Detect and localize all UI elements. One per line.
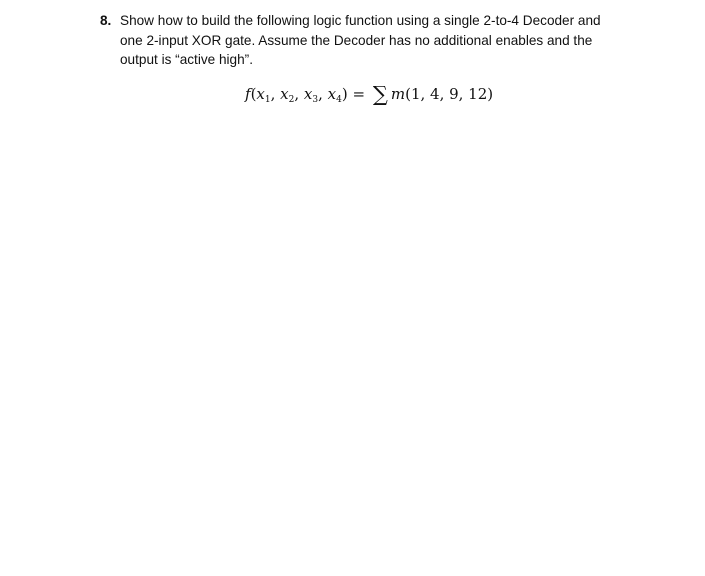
question-text: Show how to build the following logic function using a single 2-to-4 Decoder and one 2-input XOR gate. Assume the Decoder has no additional enables and the output is “active high”. — [120, 13, 601, 67]
subscript: 3 — [312, 95, 319, 105]
variable: x — [303, 85, 313, 103]
minterm-list: (1, 4, 9, 12) — [405, 85, 494, 103]
minterm-symbol: m — [390, 85, 406, 103]
sum-symbol: ∑ — [372, 82, 388, 106]
subscript: 1 — [264, 95, 271, 105]
subscript: 2 — [288, 95, 295, 105]
question-number: 8. — [100, 13, 112, 28]
variable: x — [327, 85, 337, 103]
equals-sign: = — [352, 85, 366, 103]
variable: x — [280, 85, 289, 103]
function-name: f — [245, 85, 251, 103]
variable: x — [256, 85, 265, 103]
question-8 — [100, 11, 620, 70]
logic-function-formula: $f(x_1$, $x_2$, $x_3$, $x_4$) = ∑ m(1, 4, 9, 12) — [245, 82, 494, 106]
subscript: 4 — [336, 95, 342, 105]
